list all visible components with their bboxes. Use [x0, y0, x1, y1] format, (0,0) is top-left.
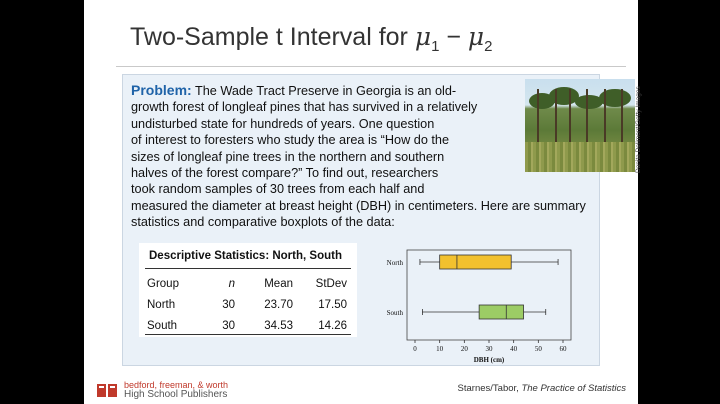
- header-stdev: StDev: [315, 277, 347, 290]
- slide-title: [130, 22, 493, 55]
- title-text: Two-Sample t Interval for: [130, 23, 415, 51]
- book-credit: [458, 383, 626, 394]
- x-tick-label: 50: [534, 345, 542, 353]
- cell: 30: [222, 298, 235, 311]
- x-tick-label: 10: [436, 345, 444, 353]
- problem-line: measured the diameter at breast height (DBH) in centimeters. Here are summary: [131, 198, 586, 213]
- boxplot-label: North: [386, 259, 403, 267]
- publisher-line-2: High School Publishers: [124, 389, 228, 400]
- problem-line: growth forest of longleaf pines that has survived in a relatively: [131, 100, 478, 115]
- mu-symbol-2: μ: [467, 22, 485, 51]
- credit-book: The Practice of Statistics: [521, 383, 626, 394]
- cell: 30: [222, 319, 235, 332]
- mu-symbol: μ: [414, 22, 432, 51]
- problem-line: of interest to foresters who study the area is “How do the: [131, 133, 450, 148]
- stats-grid: [147, 273, 347, 336]
- box-iqr: [440, 255, 512, 269]
- x-tick-label: 0: [413, 345, 417, 353]
- table-row: [147, 294, 347, 315]
- problem-line: took random samples of 30 trees from each half and: [131, 182, 425, 197]
- x-axis-label: DBH (cm): [473, 356, 505, 364]
- title-divider: [116, 66, 626, 67]
- x-tick-label: 20: [460, 345, 468, 353]
- header-mean: Mean: [264, 277, 293, 290]
- cell: 34.53: [264, 319, 293, 332]
- stats-rule-top: [145, 268, 351, 269]
- stats-header-row: [147, 273, 347, 294]
- cell: 17.50: [318, 298, 347, 311]
- x-tick-label: 40: [510, 345, 518, 353]
- minus-sign: −: [439, 23, 468, 51]
- stats-title: Descriptive Statistics: North, South: [149, 250, 342, 262]
- subscript-2: 2: [484, 38, 493, 55]
- boxplot-label: South: [386, 309, 403, 317]
- problem-line: statistics and comparative boxplots of the data:: [131, 215, 395, 230]
- problem-line: sizes of longleaf pine trees in the northern and southern: [131, 149, 445, 164]
- slide: [84, 0, 642, 404]
- table-row: [147, 315, 347, 336]
- stats-rule-bottom: [145, 334, 351, 335]
- cell: North: [147, 298, 176, 311]
- cell: 23.70: [264, 298, 293, 311]
- problem-line-text: The Wade Tract Preserve in Georgia is an old-: [191, 84, 457, 98]
- cell: 14.26: [318, 319, 347, 332]
- problem-label: Problem:: [131, 82, 192, 98]
- credit-authors: Starnes/Tabor,: [457, 383, 522, 394]
- subscript-1: 1: [431, 38, 440, 55]
- x-tick-label: 60: [559, 345, 567, 353]
- stats-table: [139, 243, 357, 337]
- header-n: n: [228, 277, 235, 290]
- problem-line: halves of the forest compare?” To find out, researchers: [131, 166, 439, 181]
- publisher-logo-icon: [96, 381, 120, 399]
- photo-credit: Danita Delimont/Getty Images: [635, 86, 642, 173]
- boxplot-chart: [384, 248, 584, 366]
- box-iqr: [479, 305, 523, 319]
- publisher-name: [124, 380, 228, 400]
- cell: South: [147, 319, 178, 332]
- problem-line: undisturbed state for hundreds of years. One question: [131, 116, 435, 131]
- x-tick-label: 30: [485, 345, 493, 353]
- publisher-line-1: bedford, freeman, & worth: [124, 380, 229, 390]
- header-group: Group: [147, 277, 179, 290]
- forest-photo: [525, 79, 635, 172]
